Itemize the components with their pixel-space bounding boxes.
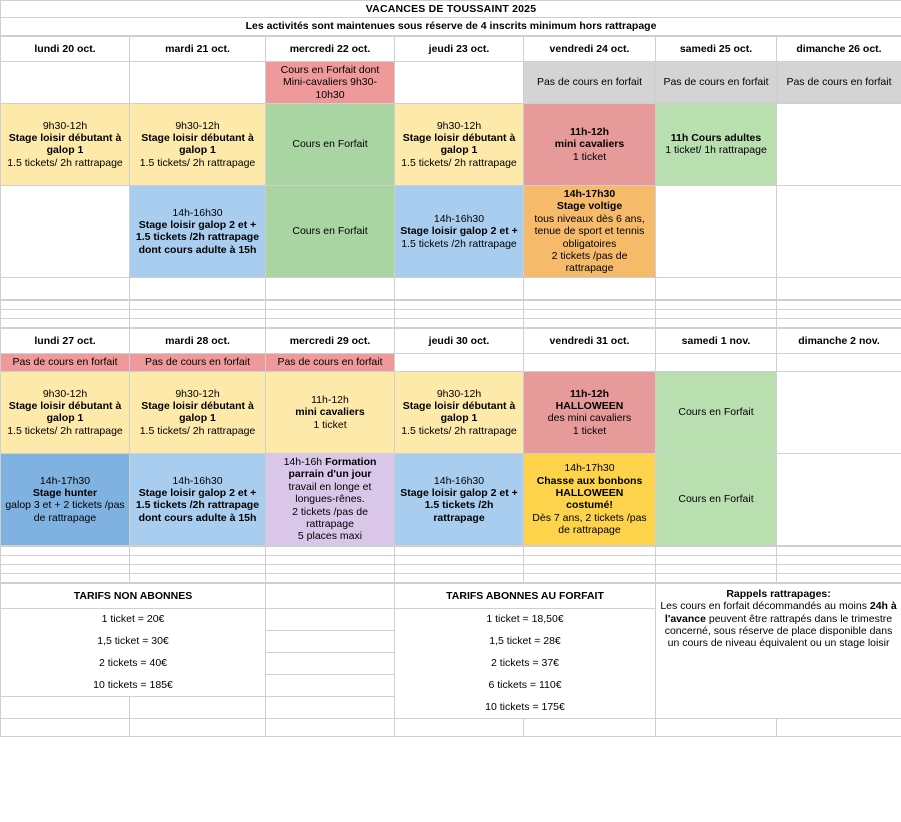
activity-note: 1.5 tickets/ 2h rattrapage bbox=[7, 156, 123, 169]
week1-jeudi-morning bbox=[395, 103, 524, 185]
time: 14h-16h30 bbox=[172, 474, 223, 487]
week1-day-mardi: mardi 21 oct. bbox=[130, 36, 266, 61]
empty-cell bbox=[266, 674, 395, 696]
activity-note: galop 3 et + 2 tickets /pas de rattrapage bbox=[5, 499, 125, 524]
time: 14h-17h30 bbox=[564, 462, 615, 475]
activity-note-2: 2 tickets /pas de rattrapage bbox=[292, 505, 368, 530]
spacer-cell bbox=[130, 546, 266, 555]
empty-cell bbox=[524, 277, 656, 299]
spacer-2 bbox=[0, 546, 901, 583]
tarif-abonne-1: 1 ticket = 18,50€ bbox=[395, 608, 656, 630]
time: 9h30-12h bbox=[175, 387, 220, 400]
activity-title: Formation parrain d'un jour bbox=[288, 456, 377, 481]
week2-mercredi-morning bbox=[266, 371, 395, 453]
spacer-cell bbox=[524, 300, 656, 309]
activity-note-2: 1 ticket bbox=[572, 424, 607, 437]
activity-note: 1.5 tickets/ 2h rattrapage bbox=[139, 156, 256, 169]
spacer-cell bbox=[1, 300, 130, 309]
spacer-cell bbox=[777, 546, 901, 555]
spacer-cell bbox=[130, 564, 266, 573]
activity-title: Chasse aux bonbons HALLOWEEN bbox=[536, 474, 643, 499]
spacer-cell bbox=[524, 573, 656, 582]
spacer-cell bbox=[777, 300, 901, 309]
spacer-cell bbox=[266, 300, 395, 309]
activity-note: 1 ticket/ 1h rattrapage bbox=[665, 144, 767, 157]
tarif-non-abonne-1: 1 ticket = 20€ bbox=[1, 608, 266, 630]
rappels-line1: Les cours en forfait décommandés au moins bbox=[660, 600, 867, 613]
spacer-cell bbox=[1, 546, 130, 555]
activity-note: 1 ticket bbox=[572, 150, 607, 163]
week1-day-dimanche: dimanche 26 oct. bbox=[777, 36, 901, 61]
tarif-abonne-3: 2 tickets = 37€ bbox=[395, 652, 656, 674]
week1-dimanche-notice: Pas de cours en forfait bbox=[777, 61, 901, 103]
week1-vendredi-morning bbox=[524, 103, 656, 185]
activity-title: Stage loisir galop 2 et + bbox=[400, 487, 518, 499]
spacer-cell bbox=[130, 573, 266, 582]
activity-note: des mini cavaliers bbox=[547, 412, 632, 425]
activity-note: 1.5 tickets/ 2h rattrapage bbox=[7, 424, 123, 437]
time: 14h-17h30 bbox=[39, 474, 91, 487]
week1-mardi-afternoon bbox=[130, 185, 266, 277]
spacer-1 bbox=[0, 300, 901, 328]
activity-note: 1.5 tickets /2h rattrapage dont cours adulte à 15h bbox=[135, 499, 260, 524]
time: 9h30-12h bbox=[42, 119, 88, 132]
spacer-cell bbox=[524, 309, 656, 318]
spacer-cell bbox=[395, 318, 524, 327]
week2-day-mercredi: mercredi 29 oct. bbox=[266, 328, 395, 353]
spacer-cell bbox=[266, 564, 395, 573]
week2-lundi-morning bbox=[1, 371, 130, 453]
tarifs-table bbox=[0, 583, 901, 737]
empty-cell bbox=[777, 103, 901, 185]
spacer-cell bbox=[1, 573, 130, 582]
week2-morning-row bbox=[1, 371, 901, 453]
time: 9h30-12h bbox=[42, 387, 88, 400]
spacer-cell bbox=[1, 564, 130, 573]
spacer-cell bbox=[656, 318, 777, 327]
spacer-cell bbox=[395, 309, 524, 318]
empty-cell bbox=[1, 61, 130, 103]
activity-note: 1.5 tickets /2h rattrapage bbox=[401, 237, 517, 250]
empty-cell bbox=[524, 718, 656, 736]
spacer-cell bbox=[130, 309, 266, 318]
week2-mardi-notice: Pas de cours en forfait bbox=[130, 353, 266, 371]
empty-cell bbox=[777, 718, 901, 736]
activity-title: Stage loisir débutant à galop 1 bbox=[402, 400, 516, 425]
page-title: VACANCES DE TOUSSAINT 2025 bbox=[1, 1, 901, 18]
activity-note-2: 2 tickets /pas de rattrapage bbox=[551, 249, 628, 275]
empty-cell bbox=[266, 277, 395, 299]
week1-header-row bbox=[1, 36, 901, 61]
empty-cell bbox=[1, 185, 130, 277]
empty-cell bbox=[777, 277, 901, 299]
spacer-cell bbox=[1, 555, 130, 564]
activity-title: 11h Cours adultes bbox=[670, 132, 762, 144]
empty-cell bbox=[395, 277, 524, 299]
spacer-cell bbox=[266, 573, 395, 582]
empty-cell bbox=[130, 61, 266, 103]
week2-lundi-notice: Pas de cours en forfait bbox=[1, 353, 130, 371]
time: 14h-17h30 bbox=[563, 188, 616, 201]
spacer-cell bbox=[395, 300, 524, 309]
empty-cell bbox=[130, 277, 266, 299]
rappels-bold: 24h à l'avance bbox=[664, 600, 897, 625]
tarif-abonne-4: 6 tickets = 110€ bbox=[395, 674, 656, 696]
activity-note: travail en longe et longues-rênes. bbox=[288, 480, 372, 506]
week2-table bbox=[0, 328, 901, 546]
week2-day-vendredi: vendredi 31 oct. bbox=[524, 328, 656, 353]
week1-afternoon-row bbox=[1, 185, 901, 277]
week1-day-jeudi: jeudi 23 oct. bbox=[395, 36, 524, 61]
empty-cell bbox=[777, 453, 901, 545]
spacer-cell bbox=[656, 546, 777, 555]
activity-note: 1.5 tickets /2h rattrapage bbox=[424, 499, 494, 524]
empty-cell bbox=[130, 696, 266, 718]
week2-lundi-afternoon bbox=[1, 453, 130, 545]
time-label: 14h-16h bbox=[283, 456, 323, 469]
week1-morning-row bbox=[1, 103, 901, 185]
week2-afternoon-row bbox=[1, 453, 901, 545]
week2-day-dimanche: dimanche 2 nov. bbox=[777, 328, 901, 353]
activity-title: Stage loisir galop 2 et + bbox=[138, 219, 257, 231]
spacer-cell bbox=[777, 555, 901, 564]
time: 11h-12h bbox=[569, 387, 610, 400]
activity-title: Stage loisir débutant à galop 1 bbox=[8, 132, 122, 157]
activity-title: Stage loisir galop 2 et + bbox=[138, 487, 257, 499]
empty-cell bbox=[777, 185, 901, 277]
rappels-title: Rappels rattrapages: bbox=[726, 587, 831, 600]
activity-title: Stage voltige bbox=[556, 200, 623, 213]
week1-filler-row bbox=[1, 277, 901, 299]
spacer-cell bbox=[130, 555, 266, 564]
spacer-cell bbox=[395, 564, 524, 573]
empty-cell bbox=[1, 696, 130, 718]
spacer-cell bbox=[266, 318, 395, 327]
week1-mercredi-morning: Cours en Forfait bbox=[266, 103, 395, 185]
week1-table bbox=[0, 36, 901, 300]
tarif-abonne-5: 10 tickets = 175€ bbox=[395, 696, 656, 718]
empty-cell bbox=[777, 353, 901, 371]
time: 11h-12h bbox=[569, 125, 610, 138]
empty-cell bbox=[524, 353, 656, 371]
week2-day-samedi: samedi 1 nov. bbox=[656, 328, 777, 353]
week2-day-mardi: mardi 28 oct. bbox=[130, 328, 266, 353]
activity-title: mini cavaliers bbox=[554, 138, 625, 151]
empty-cell bbox=[266, 652, 395, 674]
week1-jeudi-afternoon bbox=[395, 185, 524, 277]
spacer-cell bbox=[130, 300, 266, 309]
empty-cell bbox=[266, 718, 395, 736]
week2-vendredi-morning bbox=[524, 371, 656, 453]
empty-cell bbox=[266, 630, 395, 652]
week1-samedi-notice: Pas de cours en forfait bbox=[656, 61, 777, 103]
week1-day-samedi: samedi 25 oct. bbox=[656, 36, 777, 61]
activity-title: Stage loisir débutant à galop 1 bbox=[402, 132, 516, 157]
week1-day-lundi: lundi 20 oct. bbox=[1, 36, 130, 61]
tarif-non-abonne-4: 10 tickets = 185€ bbox=[1, 674, 266, 696]
rappels-box bbox=[656, 583, 901, 718]
week1-lundi-morning bbox=[1, 103, 130, 185]
empty-cell bbox=[395, 61, 524, 103]
spacer-cell bbox=[777, 573, 901, 582]
spacer-cell bbox=[524, 564, 656, 573]
activity-note: 1.5 tickets/ 2h rattrapage bbox=[401, 424, 517, 437]
tarif-non-abonne-2: 1,5 ticket = 30€ bbox=[1, 630, 266, 652]
activity-note: 1.5 tickets/ 2h rattrapage bbox=[139, 424, 256, 437]
activity-title: Stage loisir débutant à galop 1 bbox=[8, 400, 122, 425]
tarifs-non-abonnes-title: TARIFS NON ABONNES bbox=[1, 583, 266, 608]
activity-title: HALLOWEEN bbox=[555, 400, 624, 412]
week2-vendredi-afternoon bbox=[524, 453, 656, 545]
week1-samedi-morning bbox=[656, 103, 777, 185]
spacer-cell bbox=[266, 555, 395, 564]
week2-jeudi-morning bbox=[395, 371, 524, 453]
empty-cell bbox=[266, 608, 395, 630]
time: 9h30-12h bbox=[436, 387, 482, 400]
week2-mercredi-afternoon bbox=[266, 453, 395, 545]
week2-samedi-morning: Cours en Forfait bbox=[656, 371, 777, 453]
week1-day-vendredi: vendredi 24 oct. bbox=[524, 36, 656, 61]
time: 14h-16h30 bbox=[172, 206, 223, 219]
spacer-cell bbox=[524, 546, 656, 555]
activity-note: 1.5 tickets/ 2h rattrapage bbox=[401, 156, 517, 169]
empty-cell bbox=[656, 353, 777, 371]
activity-title: Stage loisir débutant à galop 1 bbox=[141, 400, 254, 425]
week2-jeudi-afternoon bbox=[395, 453, 524, 545]
page-subtitle: Les activités sont maintenues sous réserve de 4 inscrits minimum hors rattrapage bbox=[1, 18, 901, 35]
time bbox=[269, 456, 391, 481]
empty-cell bbox=[1, 277, 130, 299]
spacer-cell bbox=[656, 555, 777, 564]
spacer-cell bbox=[777, 564, 901, 573]
rappels-text bbox=[659, 600, 898, 650]
spacer-cell bbox=[1, 318, 130, 327]
spacer-cell bbox=[656, 300, 777, 309]
week2-mardi-afternoon bbox=[130, 453, 266, 545]
empty-cell bbox=[266, 583, 395, 608]
spacer-cell bbox=[524, 555, 656, 564]
empty-cell bbox=[130, 718, 266, 736]
spacer-cell bbox=[524, 318, 656, 327]
time: 9h30-12h bbox=[175, 119, 220, 132]
activity-note-3: 5 places maxi bbox=[297, 530, 363, 543]
empty-cell bbox=[777, 371, 901, 453]
week1-day-mercredi: mercredi 22 oct. bbox=[266, 36, 395, 61]
week2-notice-row bbox=[1, 353, 901, 371]
week2-day-lundi: lundi 27 oct. bbox=[1, 328, 130, 353]
time: 9h30-12h bbox=[436, 119, 482, 132]
spacer-cell bbox=[266, 546, 395, 555]
spacer-cell bbox=[656, 309, 777, 318]
week2-day-jeudi: jeudi 30 oct. bbox=[395, 328, 524, 353]
spacer-cell bbox=[777, 318, 901, 327]
week1-vendredi-notice: Pas de cours en forfait bbox=[524, 61, 656, 103]
activity-note: tous niveaux dès 6 ans, tenue de sport et tennis obligatoires bbox=[534, 212, 645, 250]
tarif-abonne-2: 1,5 ticket = 28€ bbox=[395, 630, 656, 652]
week2-header-row bbox=[1, 328, 901, 353]
week2-samedi-afternoon: Cours en Forfait bbox=[656, 453, 777, 545]
activity-note: costumé! bbox=[566, 499, 613, 512]
week1-notice-row bbox=[1, 61, 901, 103]
week2-mardi-morning bbox=[130, 371, 266, 453]
spacer-cell bbox=[656, 573, 777, 582]
empty-cell bbox=[1, 718, 130, 736]
spacer-cell bbox=[395, 573, 524, 582]
empty-cell bbox=[656, 718, 777, 736]
activity-note: 1 ticket bbox=[313, 418, 347, 431]
tarif-filler-row bbox=[1, 718, 901, 736]
spacer-cell bbox=[1, 309, 130, 318]
empty-cell bbox=[395, 718, 524, 736]
week2-mercredi-notice: Pas de cours en forfait bbox=[266, 353, 395, 371]
rappels-line2: peuvent être rattrapés dans le trimestre concerné, sous réserve de place disponible dans un cours de niveau équivalent ou un stage loisir bbox=[664, 612, 893, 650]
week1-vendredi-afternoon bbox=[524, 185, 656, 277]
spacer-cell bbox=[266, 309, 395, 318]
week1-mercredi-afternoon: Cours en Forfait bbox=[266, 185, 395, 277]
week1-mercredi-notice: Cours en Forfait dont Mini-cavaliers 9h30-10h30 bbox=[266, 61, 395, 103]
spacer-cell bbox=[130, 318, 266, 327]
spacer-cell bbox=[395, 555, 524, 564]
time: 14h-16h30 bbox=[433, 474, 485, 487]
activity-note-2: Dès 7 ans, 2 tickets /pas de rattrapage bbox=[532, 511, 647, 537]
time: 14h-16h30 bbox=[433, 212, 485, 225]
activity-title: mini cavaliers bbox=[295, 406, 365, 419]
tarif-non-abonne-3: 2 tickets = 40€ bbox=[1, 652, 266, 674]
spacer-cell bbox=[777, 309, 901, 318]
empty-cell bbox=[656, 185, 777, 277]
spacer-cell bbox=[395, 546, 524, 555]
empty-cell bbox=[656, 277, 777, 299]
week1-mardi-morning bbox=[130, 103, 266, 185]
empty-cell bbox=[395, 353, 524, 371]
activity-note: 1.5 tickets /2h rattrapage dont cours adulte à 15h bbox=[135, 231, 260, 256]
tarifs-header-row bbox=[1, 583, 901, 608]
activity-title: Stage loisir galop 2 et + bbox=[400, 225, 518, 238]
activity-title: Stage loisir débutant à galop 1 bbox=[141, 132, 254, 157]
tarifs-abonnes-title: TARIFS ABONNES AU FORFAIT bbox=[395, 583, 656, 608]
time: 11h-12h bbox=[311, 393, 349, 406]
empty-cell bbox=[266, 696, 395, 718]
activity-title: Stage hunter bbox=[32, 487, 98, 499]
title-table bbox=[0, 0, 901, 36]
spacer-cell bbox=[656, 564, 777, 573]
